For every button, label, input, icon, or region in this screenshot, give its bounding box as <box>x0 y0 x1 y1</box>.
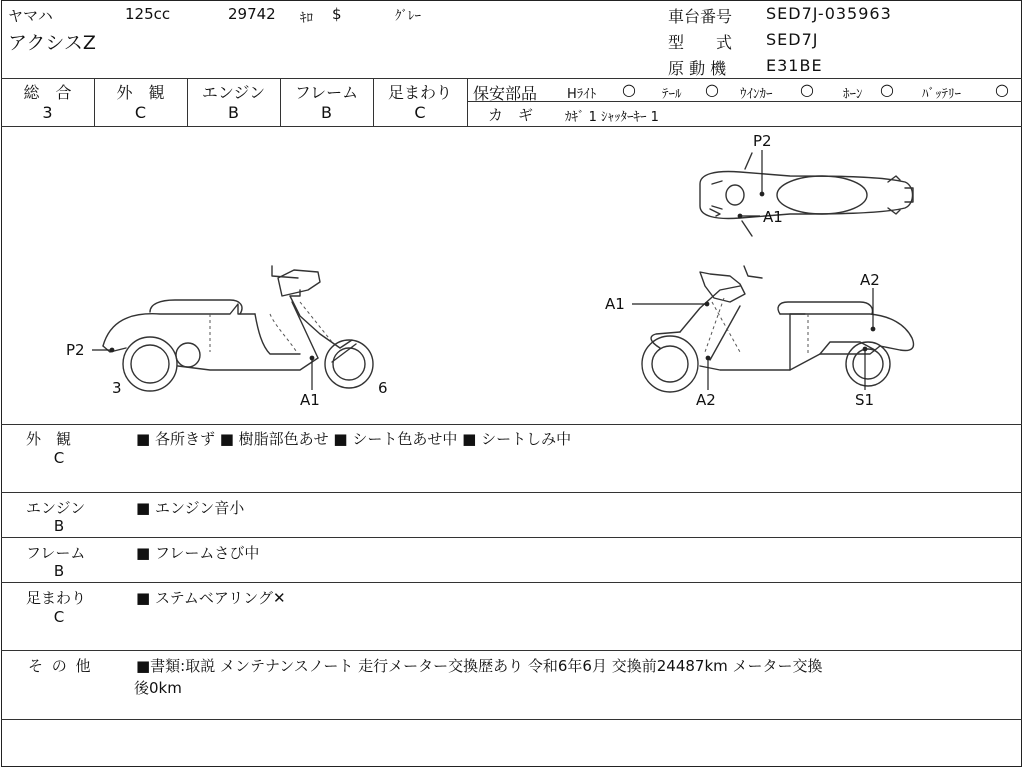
label-right-a2-bottom: A2 <box>696 391 716 409</box>
grade-frame-value: B <box>321 103 332 122</box>
divider-line <box>1 719 1022 720</box>
safety-tail-mark: ○ <box>705 80 719 99</box>
engine-label: 原 動 機 <box>668 59 727 78</box>
safety-battery-label: ﾊﾞｯﾃﾘｰ <box>922 87 961 102</box>
grade-suspension-value: C <box>414 103 426 122</box>
note-frame-text: ■ フレームさび中 <box>136 544 260 562</box>
displacement: 125cc <box>125 5 171 23</box>
label-top-a1: A1 <box>763 208 783 226</box>
safety-headlight-mark: ○ <box>622 80 636 99</box>
divider-line <box>1 424 1022 425</box>
grade-exterior-label: 外 観 <box>116 83 165 102</box>
engine-value: E31BE <box>766 56 823 75</box>
note-exterior-grade: C <box>53 449 65 467</box>
label-right-s1: S1 <box>855 391 875 409</box>
note-other-label: そ の 他 <box>28 657 93 675</box>
safety-winker-label: ｳｲﾝｶｰ <box>740 87 773 102</box>
safety-horn-mark: ○ <box>880 80 894 99</box>
mileage-unit: ｷﾛ <box>300 11 313 26</box>
grade-engine-value: B <box>228 103 239 122</box>
grade-frame-label: フレーム <box>294 83 359 102</box>
divider-line <box>1 78 1022 79</box>
grade-engine-label: エンジン <box>201 83 266 102</box>
frame-no: SED7J-035963 <box>766 4 892 23</box>
label-left-3: 3 <box>112 379 122 397</box>
frame-no-label: 車台番号 <box>668 7 733 26</box>
note-engine-grade: B <box>53 517 65 535</box>
divider-line <box>467 78 468 126</box>
label-left-6: 6 <box>378 379 388 397</box>
scooter-top-view <box>700 153 913 236</box>
note-frame-grade: B <box>53 562 65 580</box>
label-top-p2: P2 <box>753 132 772 150</box>
note-suspension-label: 足まわり <box>26 589 87 607</box>
note-other-text: ■書類:取説 メンテナンスノート 走行メーター交換歴あり 令和6年6月 交換前24487km メーター交換 <box>136 657 823 675</box>
note-exterior-label: 外 観 <box>26 430 72 448</box>
grade-exterior-value: C <box>134 103 147 122</box>
divider-line <box>1 537 1022 538</box>
key-value: ｶｷﾞ 1 ｼｬｯﾀｰｷｰ 1 <box>565 110 659 125</box>
key-label: カ ギ <box>488 106 534 124</box>
model-name: アクシスZ <box>8 32 96 54</box>
divider-line <box>1 650 1022 651</box>
safety-horn-label: ﾎｰﾝ <box>843 87 863 102</box>
label-right-a1: A1 <box>605 295 625 313</box>
safety-winker-mark: ○ <box>800 80 814 99</box>
note-engine-text: ■ エンジン音小 <box>136 499 245 517</box>
note-frame-label: フレーム <box>26 544 86 562</box>
note-engine-label: エンジン <box>26 499 86 517</box>
maker: ヤマハ <box>8 7 53 25</box>
divider-line <box>1 582 1022 583</box>
note-other-text-line2: 後0km <box>134 679 182 697</box>
color: ｸﾞﾚｰ <box>395 9 421 24</box>
scooter-left-view <box>103 266 373 391</box>
safety-tail-label: ﾃｰﾙ <box>662 87 682 102</box>
grade-overall-value: 3 <box>42 103 53 122</box>
mileage: 29742 <box>228 5 276 23</box>
label-left-a1: A1 <box>300 391 320 409</box>
safety-headlight-label: Hﾗｲﾄ <box>567 87 597 102</box>
dollar-mark: $ <box>332 5 342 23</box>
type-value: SED7J <box>766 30 819 49</box>
note-exterior-text: ■ 各所きず ■ 樹脂部色あせ ■ シート色あせ中 ■ シートしみ中 <box>136 430 572 448</box>
damage-diagram <box>0 126 1024 424</box>
note-suspension-text: ■ ステムベアリング✕ <box>136 589 286 607</box>
safety-title: 保安部品 <box>473 84 538 103</box>
type-label: 型 式 <box>668 33 733 52</box>
divider-line <box>1 492 1022 493</box>
safety-battery-mark: ○ <box>995 80 1009 99</box>
note-suspension-grade: C <box>53 608 65 626</box>
grade-overall-label: 総 合 <box>23 83 72 102</box>
label-right-a2-top: A2 <box>860 271 880 289</box>
label-left-p2: P2 <box>66 341 85 359</box>
grade-suspension-label: 足まわり <box>387 83 452 102</box>
